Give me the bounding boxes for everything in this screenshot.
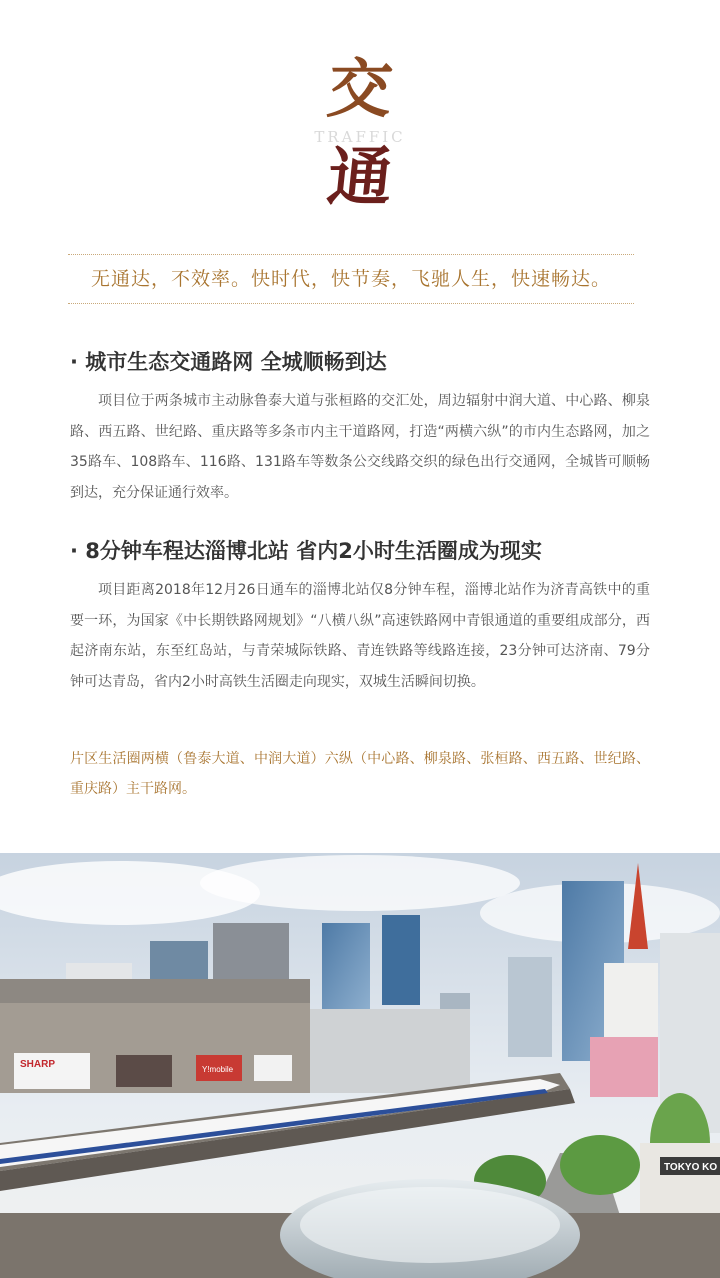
section-title: · 城市生态交通路网 全城顺畅到达: [70, 350, 387, 374]
road-network-note: 片区生活圈两横（鲁泰大道、中润大道）六纵（中心路、柳泉路、张桓路、西五路、世纪路、重庆路）主干路网。: [70, 751, 650, 797]
sign-sharp: SHARP: [20, 1059, 56, 1070]
title-char-tong: 通: [324, 140, 396, 215]
title-english: TRAFFIC: [314, 128, 406, 146]
section-title: · 8分钟车程达淄博北站 省内2小时生活圈成为现实: [70, 539, 542, 563]
section-road-network: [70, 346, 650, 508]
section-body: 项目位于两条城市主动脉鲁泰大道与张桓路的交汇处，周边辐射中润大道、中心路、柳泉路、西五路、世纪路、重庆路等多条市内主干道路网，打造“两横六纵”的市内生态路网，加之35路车、108路车、116路、131路车等数条公交线路交织的绿色出行交通网，全城皆可顺畅到达，充分保证通行效率。: [70, 393, 650, 501]
sign-tokyo: TOKYO KO: [664, 1162, 718, 1173]
section-railway-station: [70, 535, 650, 697]
title-block: [0, 40, 720, 240]
slogan-band: [68, 254, 634, 304]
city-train-photo: [0, 853, 720, 1278]
sign-ymobile: Y!mobile: [202, 1065, 234, 1074]
section-body: 项目距离2018年12月26日通车的淄博北站仅8分钟车程，淄博北站作为济青高铁中的重要一环，为国家《中长期铁路网规划》“八横八纵”高速铁路网中青银通道的重要组成部分，西起济南东站，东至红岛站，与青荣城际铁路、青连铁路等线路连接，23分钟可达济南、79分钟可达青岛，省内2小时高铁生活圈走向现实，双城生活瞬间切换。: [70, 582, 650, 690]
title-char-jiao: 交: [324, 52, 396, 127]
slogan-text: 无通达，不效率。快时代，快节奏，飞驰人生，快速畅达。: [90, 268, 611, 290]
